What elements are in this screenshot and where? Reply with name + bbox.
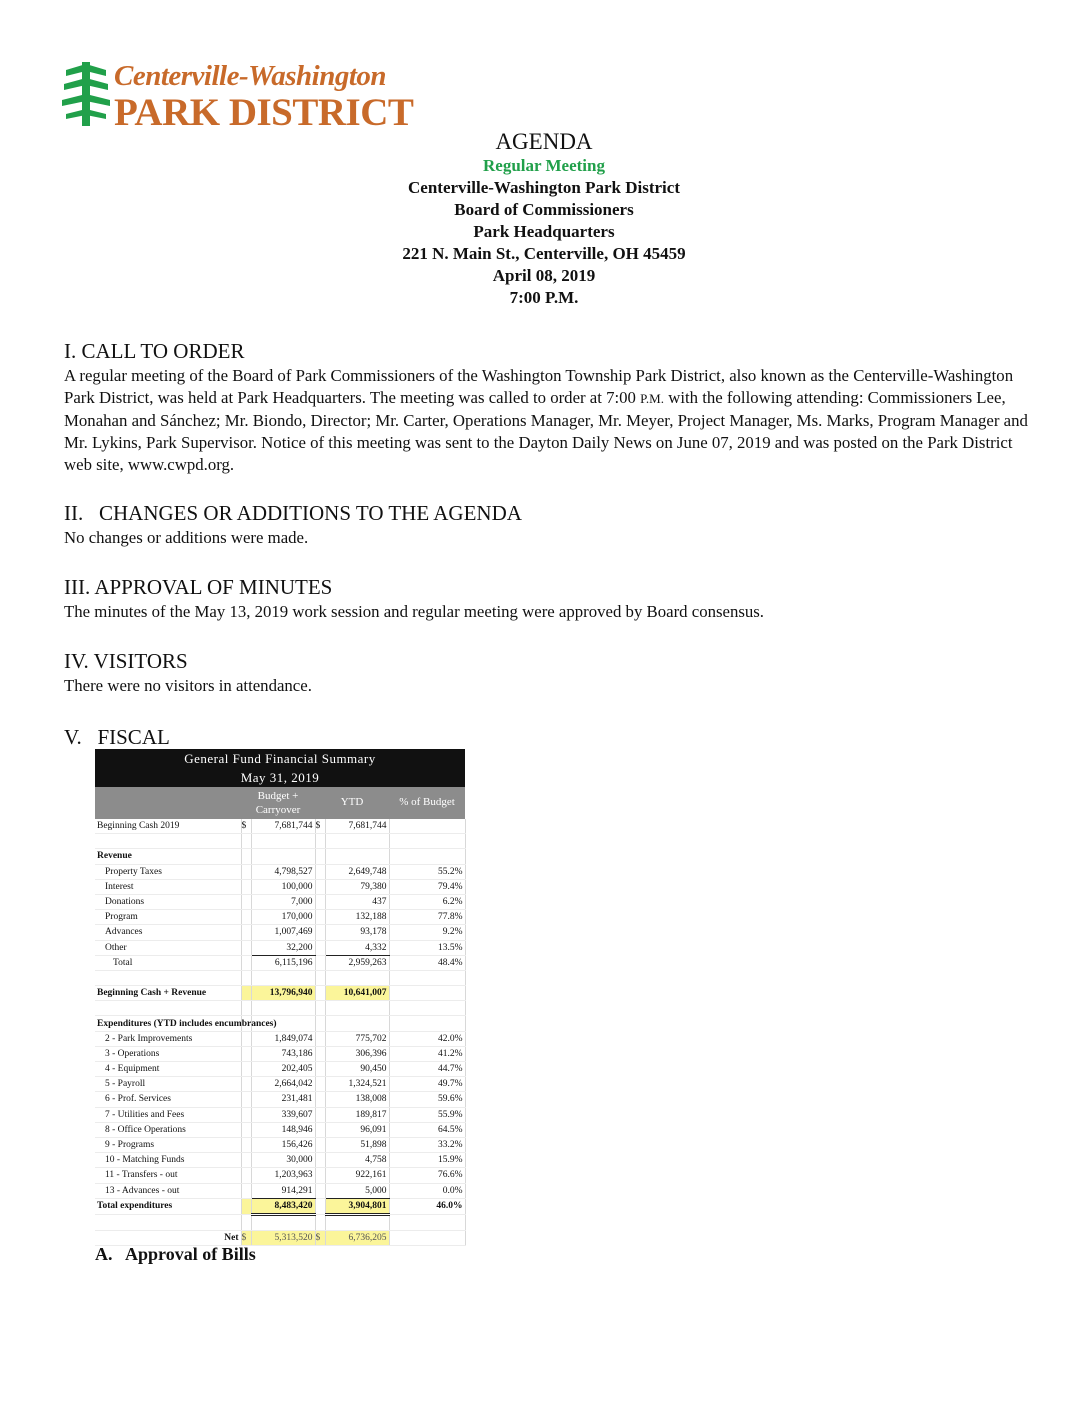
- table-cell: [315, 1062, 325, 1077]
- section-heading-fiscal: V. FISCAL: [64, 725, 170, 749]
- table-cell: [315, 1183, 325, 1198]
- table-cell: [315, 1001, 325, 1016]
- table-cell: [251, 970, 315, 985]
- blank-row: [95, 970, 465, 985]
- table-cell: [315, 1046, 325, 1061]
- ytd-value: 90,450: [325, 1062, 389, 1077]
- pct-value: 64.5%: [389, 1122, 465, 1137]
- budget-value: 231,481: [251, 1092, 315, 1107]
- ytd-value: 138,008: [325, 1092, 389, 1107]
- pct-value: 13.5%: [389, 940, 465, 955]
- table-cell: [241, 910, 251, 925]
- table-cell: [315, 1137, 325, 1152]
- budget-value: 914,291: [251, 1183, 315, 1198]
- table-cell: [95, 834, 241, 849]
- minutes-text: The minutes of the May 13, 2019 work session and regular meeting were approved by Board consensus.: [64, 602, 764, 621]
- budget-value: 7,000: [251, 894, 315, 909]
- table-cell: [95, 970, 241, 985]
- table-cell: [315, 1214, 325, 1230]
- ytd-value: 922,161: [325, 1168, 389, 1183]
- table-cell: [325, 834, 389, 849]
- pct-value: 6.2%: [389, 894, 465, 909]
- pct-value: 9.2%: [389, 925, 465, 940]
- ytd-value: 79,380: [325, 879, 389, 894]
- financial-grid: [95, 819, 466, 1246]
- budget-value: 100,000: [251, 879, 315, 894]
- table-cell: [389, 849, 465, 864]
- row-label: Total: [95, 955, 241, 970]
- table-cell: [241, 925, 251, 940]
- expenditure-row: [95, 1153, 465, 1168]
- ytd-value: 775,702: [325, 1031, 389, 1046]
- table-cell: [315, 986, 325, 1001]
- pct-value: 77.8%: [389, 910, 465, 925]
- row-label: Donations: [95, 894, 241, 909]
- row-label: Program: [95, 910, 241, 925]
- budget-value: 30,000: [251, 1153, 315, 1168]
- table-cell: [315, 1198, 325, 1214]
- row-label: 10 - Matching Funds: [95, 1153, 241, 1168]
- call-to-order-text-a: A regular meeting of the Board of Park Commissioners of the Washington Township Park District, also known as the Centerville-Washington Park District, was held at Park Headquarters. The meeting was called to order at 7:00: [64, 366, 1014, 407]
- pct-value: 15.9%: [389, 1153, 465, 1168]
- budget-value: 13,796,940: [251, 986, 315, 1001]
- revenue-row: [95, 940, 465, 955]
- column-headers: [95, 787, 465, 819]
- ytd-value: 93,178: [325, 925, 389, 940]
- table-cell: [241, 1122, 251, 1137]
- table-cell: [389, 834, 465, 849]
- org-name: Centerville-Washington Park District: [408, 178, 680, 197]
- row-label: Beginning Cash + Revenue: [95, 986, 241, 1001]
- table-cell: [241, 1168, 251, 1183]
- budget-value: 4,798,527: [251, 864, 315, 879]
- location: Park Headquarters: [473, 222, 615, 241]
- row-label: 11 - Transfers - out: [95, 1168, 241, 1183]
- table-cell: [315, 1168, 325, 1183]
- park-district-logo: [62, 62, 422, 132]
- blank-row: [95, 1214, 465, 1230]
- ytd-value: 96,091: [325, 1122, 389, 1137]
- meeting-date: April 08, 2019: [492, 266, 596, 285]
- pct-value: 79.4%: [389, 879, 465, 894]
- table-cell: [389, 1001, 465, 1016]
- ytd-value: 306,396: [325, 1046, 389, 1061]
- row-label: Total expenditures: [95, 1198, 241, 1214]
- pct-value: 59.6%: [389, 1092, 465, 1107]
- revenue-row: [95, 864, 465, 879]
- expenditure-row: [95, 1062, 465, 1077]
- row-label: 8 - Office Operations: [95, 1122, 241, 1137]
- table-cell: [95, 1214, 241, 1230]
- table-cell: [389, 1016, 465, 1031]
- table-cell: [315, 955, 325, 970]
- table-cell: [315, 1016, 325, 1031]
- table-cell: [251, 1214, 315, 1230]
- table-cell: [315, 879, 325, 894]
- cash-plus-revenue-row: [95, 986, 465, 1001]
- table-cell: [241, 1137, 251, 1152]
- table-cell: [325, 1001, 389, 1016]
- ytd-value: 7,681,744: [325, 819, 389, 834]
- expenditure-row: [95, 1077, 465, 1092]
- revenue-label-row: [95, 849, 465, 864]
- ytd-value: 4,758: [325, 1153, 389, 1168]
- expenditure-row: [95, 1122, 465, 1137]
- net-budget-value: 5,313,520: [251, 1231, 315, 1246]
- table-cell: [315, 970, 325, 985]
- table-cell: [241, 894, 251, 909]
- pct-value: 49.7%: [389, 1077, 465, 1092]
- revenue-row: [95, 879, 465, 894]
- expenditure-row: [95, 1168, 465, 1183]
- table-cell: [241, 1046, 251, 1061]
- pct-value: 33.2%: [389, 1137, 465, 1152]
- table-cell: [251, 834, 315, 849]
- section-heading-call-to-order: I. CALL TO ORDER: [64, 339, 245, 363]
- budget-value: 32,200: [251, 940, 315, 955]
- meeting-type: Regular Meeting: [483, 156, 605, 175]
- budget-value: 6,115,196: [251, 955, 315, 970]
- row-label: 4 - Equipment: [95, 1062, 241, 1077]
- call-to-order-text: [64, 365, 1039, 476]
- table-cell: [241, 986, 251, 1001]
- expenditure-row: [95, 1031, 465, 1046]
- financial-summary-date: May 31, 2019: [240, 770, 320, 785]
- table-cell: [241, 1214, 251, 1230]
- budget-value: 170,000: [251, 910, 315, 925]
- ytd-value: 2,649,748: [325, 864, 389, 879]
- table-cell: [325, 1016, 389, 1031]
- table-cell: [241, 1092, 251, 1107]
- section-heading-minutes: III. APPROVAL OF MINUTES: [64, 575, 333, 599]
- table-cell: [389, 1214, 465, 1230]
- address: 221 N. Main St., Centerville, OH 45459: [402, 244, 686, 263]
- ytd-value: 437: [325, 894, 389, 909]
- table-cell: [241, 940, 251, 955]
- net-label: Net: [95, 1231, 241, 1246]
- row-label: 9 - Programs: [95, 1137, 241, 1152]
- table-cell: [251, 1001, 315, 1016]
- budget-value: 1,007,469: [251, 925, 315, 940]
- agenda-header: [0, 128, 1088, 309]
- pct-value: 48.4%: [389, 955, 465, 970]
- table-cell: [241, 849, 251, 864]
- table-cell: [389, 819, 465, 834]
- table-cell: [315, 1153, 325, 1168]
- revenue-row: [95, 925, 465, 940]
- col-ytd-header: YTD: [340, 796, 364, 808]
- expenditures-label: Expenditures (YTD includes encumbrances): [95, 1016, 241, 1031]
- table-cell: [241, 834, 251, 849]
- pct-value: 44.7%: [389, 1062, 465, 1077]
- currency-symbol: $: [241, 1231, 251, 1246]
- row-label: Interest: [95, 879, 241, 894]
- logo-line-2: PARK DISTRICT: [114, 91, 414, 134]
- expenditures-total-row: [95, 1198, 465, 1214]
- table-cell: [315, 834, 325, 849]
- table-cell: [315, 940, 325, 955]
- table-cell: [251, 849, 315, 864]
- meeting-time: 7:00 P.M.: [509, 288, 579, 307]
- expenditure-row: [95, 1107, 465, 1122]
- pct-value: 55.9%: [389, 1107, 465, 1122]
- ytd-value: 189,817: [325, 1107, 389, 1122]
- row-label: 13 - Advances - out: [95, 1183, 241, 1198]
- budget-value: 1,203,963: [251, 1168, 315, 1183]
- ytd-value: 4,332: [325, 940, 389, 955]
- revenue-label: Revenue: [95, 849, 241, 864]
- table-cell: [241, 1198, 251, 1214]
- financial-summary-header: [95, 749, 465, 787]
- col-budget-header: Budget + Carryover: [255, 790, 301, 816]
- expenditure-row: [95, 1046, 465, 1061]
- ytd-value: 5,000: [325, 1183, 389, 1198]
- table-cell: [315, 1092, 325, 1107]
- table-cell: [315, 925, 325, 940]
- revenue-total-row: [95, 955, 465, 970]
- table-cell: [241, 1107, 251, 1122]
- section-heading-visitors: IV. VISITORS: [64, 649, 188, 673]
- expenditures-label-row: [95, 1016, 465, 1031]
- budget-value: 1,849,074: [251, 1031, 315, 1046]
- table-cell: [241, 864, 251, 879]
- pct-value: 55.2%: [389, 864, 465, 879]
- pine-tree-icon: [62, 62, 110, 128]
- row-label: Property Taxes: [95, 864, 241, 879]
- approval-of-bills-heading: A. Approval of Bills: [95, 1244, 256, 1264]
- table-cell: [241, 1031, 251, 1046]
- beginning-cash-row: [95, 819, 465, 834]
- row-label: 5 - Payroll: [95, 1077, 241, 1092]
- ytd-value: 3,904,801: [325, 1198, 389, 1214]
- pct-value: 76.6%: [389, 1168, 465, 1183]
- revenue-row: [95, 910, 465, 925]
- pct-value: 0.0%: [389, 1183, 465, 1198]
- expenditure-row: [95, 1183, 465, 1198]
- logo-line-1: Centerville-Washington: [114, 60, 387, 92]
- pct-value: 41.2%: [389, 1046, 465, 1061]
- table-cell: [241, 1062, 251, 1077]
- table-cell: [325, 849, 389, 864]
- budget-value: 339,607: [251, 1107, 315, 1122]
- table-cell: [389, 970, 465, 985]
- financial-summary-title: General Fund Financial Summary: [184, 751, 376, 766]
- ytd-value: 2,959,263: [325, 955, 389, 970]
- call-to-order-text-b: with the following attending: Commissioners Lee, Monahan and Sánchez; Mr. Biondo, Director; Mr. Carter, Operations Manager, Mr. Meyer, Project Manager, Ms. Marks, Program Manager and Mr. Lykins, Park Supervisor. Notice of this meeting was sent to the Dayton Daily News on June 07, 2019 and was posted on the Park District web site, www.cwpd.org.: [64, 388, 1028, 474]
- table-cell: [241, 879, 251, 894]
- revenue-row: [95, 894, 465, 909]
- call-to-order-time-pm: P.M.: [640, 391, 664, 406]
- expenditure-row: [95, 1092, 465, 1107]
- table-cell: [315, 894, 325, 909]
- row-label: 6 - Prof. Services: [95, 1092, 241, 1107]
- row-label: Advances: [95, 925, 241, 940]
- table-cell: [325, 970, 389, 985]
- col-pct-header: % of Budget: [399, 796, 455, 808]
- budget-value: 202,405: [251, 1062, 315, 1077]
- budget-value: 2,664,042: [251, 1077, 315, 1092]
- budget-value: 8,483,420: [251, 1198, 315, 1214]
- changes-text: No changes or additions were made.: [64, 528, 309, 547]
- section-heading-changes: II. CHANGES OR ADDITIONS TO THE AGENDA: [64, 501, 522, 525]
- budget-value: 148,946: [251, 1122, 315, 1137]
- table-cell: [315, 864, 325, 879]
- pct-value: 42.0%: [389, 1031, 465, 1046]
- table-cell: [241, 970, 251, 985]
- table-cell: [389, 1231, 465, 1246]
- currency-symbol: $: [315, 819, 325, 834]
- table-cell: [241, 1183, 251, 1198]
- ytd-value: 1,324,521: [325, 1077, 389, 1092]
- financial-summary-table: [95, 749, 465, 1246]
- currency-symbol: $: [241, 819, 251, 834]
- table-cell: [315, 1122, 325, 1137]
- table-cell: [315, 910, 325, 925]
- row-label: Beginning Cash 2019: [95, 819, 241, 834]
- expenditure-row: [95, 1137, 465, 1152]
- visitors-text: There were no visitors in attendance.: [64, 676, 312, 695]
- ytd-value: 132,188: [325, 910, 389, 925]
- ytd-value: 51,898: [325, 1137, 389, 1152]
- table-cell: [95, 1001, 241, 1016]
- table-cell: [241, 1077, 251, 1092]
- table-cell: [325, 1214, 389, 1230]
- page-title: AGENDA: [495, 129, 593, 154]
- budget-value: 156,426: [251, 1137, 315, 1152]
- row-label: 3 - Operations: [95, 1046, 241, 1061]
- table-cell: [241, 1001, 251, 1016]
- net-ytd-value: 6,736,205: [325, 1231, 389, 1246]
- table-cell: [241, 1153, 251, 1168]
- budget-value: 743,186: [251, 1046, 315, 1061]
- table-cell: [315, 1107, 325, 1122]
- table-cell: [315, 849, 325, 864]
- budget-value: 7,681,744: [251, 819, 315, 834]
- table-cell: [389, 986, 465, 1001]
- row-label: 7 - Utilities and Fees: [95, 1107, 241, 1122]
- board-name: Board of Commissioners: [454, 200, 634, 219]
- row-label: Other: [95, 940, 241, 955]
- ytd-value: 10,641,007: [325, 986, 389, 1001]
- table-cell: [315, 1077, 325, 1092]
- row-label: 2 - Park Improvements: [95, 1031, 241, 1046]
- currency-symbol: $: [315, 1231, 325, 1246]
- table-cell: [241, 955, 251, 970]
- pct-value: 46.0%: [389, 1198, 465, 1214]
- blank-row: [95, 1001, 465, 1016]
- table-cell: [315, 1031, 325, 1046]
- blank-row: [95, 834, 465, 849]
